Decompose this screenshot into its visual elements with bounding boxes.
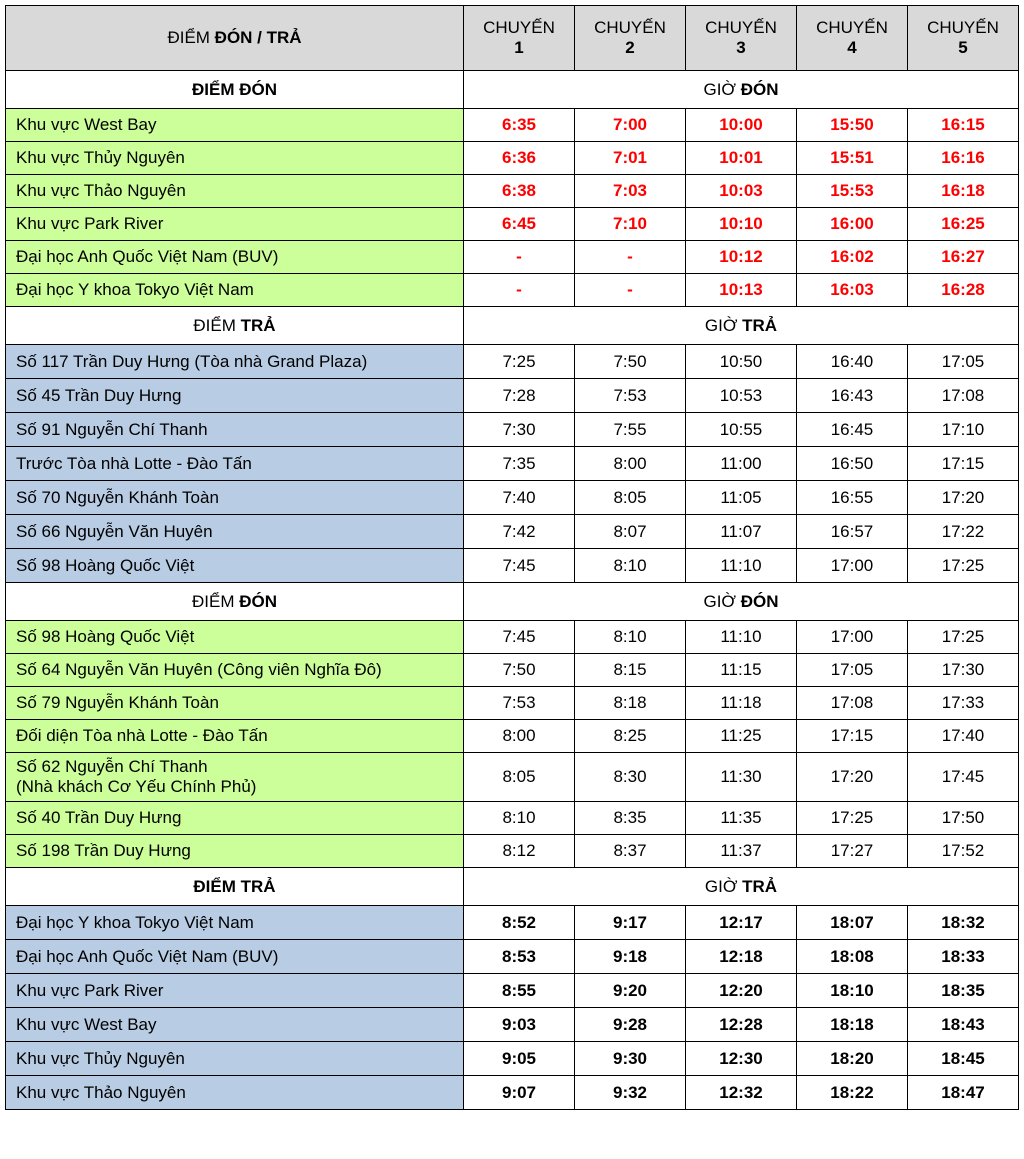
stop-location-line: Số 40 Trần Duy Hưng bbox=[16, 808, 182, 827]
trip-time-cell: 7:45 bbox=[464, 549, 575, 583]
table-row bbox=[6, 515, 1019, 549]
stop-location bbox=[6, 413, 464, 447]
trip-time-cell: 11:10 bbox=[686, 549, 797, 583]
header-trip-5 bbox=[908, 6, 1019, 71]
stop-location bbox=[6, 835, 464, 868]
stop-location bbox=[6, 109, 464, 142]
trip-number: 2 bbox=[625, 38, 635, 57]
trip-time-cell: 16:25 bbox=[908, 208, 1019, 241]
trip-time-cell: 8:18 bbox=[575, 687, 686, 720]
trip-time-cell: 10:50 bbox=[686, 345, 797, 379]
stop-location-line: Khu vực Thảo Nguyên bbox=[16, 1082, 186, 1102]
trip-time-cell: 6:35 bbox=[464, 109, 575, 142]
stop-location-line: Khu vực West Bay bbox=[16, 1014, 157, 1034]
table-row bbox=[6, 142, 1019, 175]
trip-label: CHUYẾN bbox=[705, 18, 777, 37]
trip-time-cell: 16:40 bbox=[797, 345, 908, 379]
section-header-row bbox=[6, 583, 1019, 621]
table-row bbox=[6, 802, 1019, 835]
section-header-row bbox=[6, 71, 1019, 109]
table-row bbox=[6, 1076, 1019, 1110]
trip-time-cell: 17:00 bbox=[797, 549, 908, 583]
section-header-row bbox=[6, 868, 1019, 906]
stop-location-line: Số 66 Nguyễn Văn Huyên bbox=[16, 521, 213, 541]
trip-time-cell: 16:55 bbox=[797, 481, 908, 515]
trip-time-cell: 10:00 bbox=[686, 109, 797, 142]
section-point-heading-bold: ĐIỂM ĐÓN bbox=[192, 79, 277, 99]
trip-time-cell: 16:15 bbox=[908, 109, 1019, 142]
table-row bbox=[6, 109, 1019, 142]
trip-time-cell: 11:35 bbox=[686, 802, 797, 835]
trip-label: CHUYẾN bbox=[927, 18, 999, 37]
stop-location-line: (Nhà khách Cơ Yếu Chính Phủ) bbox=[16, 777, 257, 796]
section-time-heading-pre: GIỜ bbox=[704, 315, 743, 335]
trip-time-cell: 6:45 bbox=[464, 208, 575, 241]
trip-time-cell: 18:08 bbox=[797, 940, 908, 974]
trip-time-cell: 9:30 bbox=[575, 1042, 686, 1076]
stop-location bbox=[6, 175, 464, 208]
trip-number: 3 bbox=[736, 38, 746, 57]
trip-time-cell: 8:10 bbox=[575, 621, 686, 654]
trip-time-cell: 17:50 bbox=[908, 802, 1019, 835]
trip-time-cell: 11:37 bbox=[686, 835, 797, 868]
trip-time-cell: 17:52 bbox=[908, 835, 1019, 868]
stop-location bbox=[6, 720, 464, 753]
section-time-heading-bold: TRẢ bbox=[742, 315, 778, 335]
trip-time-cell: 8:30 bbox=[575, 753, 686, 802]
stop-location bbox=[6, 208, 464, 241]
section-point-heading bbox=[6, 583, 464, 621]
table-row bbox=[6, 835, 1019, 868]
section-point-heading-bold: ĐIỂM TRẢ bbox=[193, 876, 276, 896]
stop-location-line: Đại học Anh Quốc Việt Nam (BUV) bbox=[16, 946, 279, 966]
trip-time-cell: 18:10 bbox=[797, 974, 908, 1008]
trip-time-cell: 7:50 bbox=[464, 654, 575, 687]
section-time-heading-bold: ĐÓN bbox=[740, 591, 779, 611]
trip-time-cell: 7:53 bbox=[575, 379, 686, 413]
section-time-heading bbox=[464, 583, 1019, 621]
stop-location bbox=[6, 940, 464, 974]
trip-time-cell: 8:25 bbox=[575, 720, 686, 753]
table-row bbox=[6, 208, 1019, 241]
table-row bbox=[6, 549, 1019, 583]
trip-time-cell: 10:55 bbox=[686, 413, 797, 447]
trip-time-cell: 15:51 bbox=[797, 142, 908, 175]
trip-time-cell: 7:30 bbox=[464, 413, 575, 447]
trip-time-cell: 11:30 bbox=[686, 753, 797, 802]
trip-time-cell: 9:17 bbox=[575, 906, 686, 940]
trip-time-cell: - bbox=[575, 241, 686, 274]
trip-time-cell: - bbox=[464, 274, 575, 307]
trip-time-cell: 9:05 bbox=[464, 1042, 575, 1076]
trip-time-cell: 8:55 bbox=[464, 974, 575, 1008]
trip-time-cell: 16:03 bbox=[797, 274, 908, 307]
trip-time-cell: 17:25 bbox=[908, 621, 1019, 654]
table-row bbox=[6, 175, 1019, 208]
section-point-heading-bold: TRẢ bbox=[240, 315, 276, 335]
trip-time-cell: 15:53 bbox=[797, 175, 908, 208]
trip-time-cell: 9:20 bbox=[575, 974, 686, 1008]
stop-location-line: Số 79 Nguyễn Khánh Toàn bbox=[16, 693, 219, 712]
table-header-row bbox=[6, 6, 1019, 71]
stop-location-line: Khu vực Park River bbox=[16, 980, 164, 1000]
trip-time-cell: 7:40 bbox=[464, 481, 575, 515]
table-row bbox=[6, 274, 1019, 307]
section-time-heading-pre: GIỜ bbox=[703, 591, 741, 611]
trip-time-cell: 12:20 bbox=[686, 974, 797, 1008]
stop-location bbox=[6, 274, 464, 307]
stop-location bbox=[6, 906, 464, 940]
table-row bbox=[6, 654, 1019, 687]
trip-time-cell: 17:40 bbox=[908, 720, 1019, 753]
trip-time-cell: 16:18 bbox=[908, 175, 1019, 208]
section-time-heading-bold: TRẢ bbox=[742, 876, 778, 896]
stop-location bbox=[6, 1042, 464, 1076]
stop-location-line: Số 117 Trần Duy Hưng (Tòa nhà Grand Plaza) bbox=[16, 351, 368, 371]
trip-time-cell: 9:28 bbox=[575, 1008, 686, 1042]
trip-time-cell: 17:45 bbox=[908, 753, 1019, 802]
stop-location-line: Khu vực Park River bbox=[16, 214, 164, 233]
trip-time-cell: 12:32 bbox=[686, 1076, 797, 1110]
trip-time-cell: 11:18 bbox=[686, 687, 797, 720]
header-trip-1 bbox=[464, 6, 575, 71]
trip-time-cell: 18:45 bbox=[908, 1042, 1019, 1076]
trip-time-cell: 18:35 bbox=[908, 974, 1019, 1008]
trip-time-cell: 8:05 bbox=[464, 753, 575, 802]
trip-time-cell: 10:12 bbox=[686, 241, 797, 274]
trip-time-cell: 7:42 bbox=[464, 515, 575, 549]
table-row bbox=[6, 687, 1019, 720]
trip-time-cell: 6:38 bbox=[464, 175, 575, 208]
stop-location bbox=[6, 621, 464, 654]
stop-location bbox=[6, 549, 464, 583]
table-row bbox=[6, 621, 1019, 654]
stop-location-line: Số 98 Hoàng Quốc Việt bbox=[16, 627, 195, 646]
table-row bbox=[6, 413, 1019, 447]
trip-time-cell: 16:45 bbox=[797, 413, 908, 447]
table-row bbox=[6, 1042, 1019, 1076]
stop-location bbox=[6, 241, 464, 274]
trip-time-cell: 10:01 bbox=[686, 142, 797, 175]
table-row bbox=[6, 345, 1019, 379]
table-row bbox=[6, 1008, 1019, 1042]
trip-time-cell: 17:20 bbox=[797, 753, 908, 802]
trip-time-cell: 7:45 bbox=[464, 621, 575, 654]
stop-location-line: Số 98 Hoàng Quốc Việt bbox=[16, 555, 195, 575]
section-time-heading-bold: ĐÓN bbox=[740, 79, 779, 99]
section-time-heading bbox=[464, 71, 1019, 109]
trip-time-cell: 17:25 bbox=[797, 802, 908, 835]
trip-time-cell: 9:18 bbox=[575, 940, 686, 974]
trip-time-cell: 16:57 bbox=[797, 515, 908, 549]
trip-time-cell: 16:28 bbox=[908, 274, 1019, 307]
schedule-document bbox=[5, 5, 1019, 1110]
trip-time-cell: 18:22 bbox=[797, 1076, 908, 1110]
trip-time-cell: 17:25 bbox=[908, 549, 1019, 583]
trip-time-cell: 8:53 bbox=[464, 940, 575, 974]
stop-location bbox=[6, 802, 464, 835]
stop-location-line: Khu vực Thủy Nguyên bbox=[16, 148, 185, 167]
stop-location bbox=[6, 345, 464, 379]
trip-time-cell: 16:50 bbox=[797, 447, 908, 481]
section-time-heading bbox=[464, 868, 1019, 906]
trip-time-cell: 15:50 bbox=[797, 109, 908, 142]
section-time-heading-pre: GIỜ bbox=[703, 79, 741, 99]
trip-time-cell: 12:17 bbox=[686, 906, 797, 940]
table-row bbox=[6, 940, 1019, 974]
trip-time-cell: - bbox=[575, 274, 686, 307]
trip-time-cell: 8:10 bbox=[464, 802, 575, 835]
trip-time-cell: 16:27 bbox=[908, 241, 1019, 274]
trip-label: CHUYẾN bbox=[594, 18, 666, 37]
trip-time-cell: 10:10 bbox=[686, 208, 797, 241]
trip-time-cell: 8:07 bbox=[575, 515, 686, 549]
stop-location-line: Đại học Y khoa Tokyo Việt Nam bbox=[16, 280, 254, 299]
table-row bbox=[6, 720, 1019, 753]
shuttle-schedule-table bbox=[5, 5, 1019, 1110]
trip-time-cell: 17:30 bbox=[908, 654, 1019, 687]
section-point-heading-pre: ĐIỂM bbox=[193, 315, 241, 335]
trip-time-cell: 7:35 bbox=[464, 447, 575, 481]
section-point-heading bbox=[6, 868, 464, 906]
stop-location bbox=[6, 515, 464, 549]
trip-time-cell: 12:18 bbox=[686, 940, 797, 974]
trip-time-cell: 18:18 bbox=[797, 1008, 908, 1042]
trip-time-cell: 18:43 bbox=[908, 1008, 1019, 1042]
stop-location bbox=[6, 1076, 464, 1110]
table-row bbox=[6, 379, 1019, 413]
trip-time-cell: 8:37 bbox=[575, 835, 686, 868]
trip-time-cell: 7:00 bbox=[575, 109, 686, 142]
trip-time-cell: 10:03 bbox=[686, 175, 797, 208]
trip-time-cell: 7:01 bbox=[575, 142, 686, 175]
trip-time-cell: 17:22 bbox=[908, 515, 1019, 549]
trip-time-cell: 17:00 bbox=[797, 621, 908, 654]
stop-location-line: Số 70 Nguyễn Khánh Toàn bbox=[16, 487, 219, 507]
trip-time-cell: 6:36 bbox=[464, 142, 575, 175]
stop-location bbox=[6, 447, 464, 481]
trip-label: CHUYẾN bbox=[816, 18, 888, 37]
trip-time-cell: 12:30 bbox=[686, 1042, 797, 1076]
header-point-cell bbox=[6, 6, 464, 71]
stop-location-line: Số 45 Trần Duy Hưng bbox=[16, 385, 182, 405]
trip-time-cell: 7:03 bbox=[575, 175, 686, 208]
trip-number: 4 bbox=[847, 38, 857, 57]
trip-label: CHUYẾN bbox=[483, 18, 555, 37]
trip-time-cell: 7:53 bbox=[464, 687, 575, 720]
trip-time-cell: 8:05 bbox=[575, 481, 686, 515]
header-trip-2 bbox=[575, 6, 686, 71]
header-trip-3 bbox=[686, 6, 797, 71]
trip-number: 1 bbox=[514, 38, 524, 57]
schedule-table-body bbox=[6, 6, 1019, 1110]
trip-time-cell: 10:53 bbox=[686, 379, 797, 413]
stop-location-line: Đại học Y khoa Tokyo Việt Nam bbox=[16, 912, 254, 932]
trip-time-cell: 17:05 bbox=[797, 654, 908, 687]
trip-time-cell: 18:07 bbox=[797, 906, 908, 940]
trip-time-cell: 17:15 bbox=[797, 720, 908, 753]
section-point-heading-bold: ĐÓN bbox=[239, 591, 277, 611]
trip-time-cell: 17:20 bbox=[908, 481, 1019, 515]
trip-time-cell: 17:08 bbox=[797, 687, 908, 720]
stop-location-line: Khu vực Thảo Nguyên bbox=[16, 181, 186, 200]
trip-time-cell: 7:50 bbox=[575, 345, 686, 379]
trip-time-cell: 12:28 bbox=[686, 1008, 797, 1042]
stop-location bbox=[6, 481, 464, 515]
trip-time-cell: 18:47 bbox=[908, 1076, 1019, 1110]
stop-location-line: Trước Tòa nhà Lotte - Đào Tấn bbox=[16, 453, 252, 473]
stop-location-line: Số 198 Trần Duy Hưng bbox=[16, 841, 191, 860]
stop-location-line: Số 64 Nguyễn Văn Huyên (Công viên Nghĩa Đô) bbox=[16, 660, 382, 679]
stop-location-line: Đại học Anh Quốc Việt Nam (BUV) bbox=[16, 247, 279, 266]
trip-time-cell: 17:08 bbox=[908, 379, 1019, 413]
trip-time-cell: 11:07 bbox=[686, 515, 797, 549]
trip-time-cell: 10:13 bbox=[686, 274, 797, 307]
trip-time-cell: 18:20 bbox=[797, 1042, 908, 1076]
trip-time-cell: 17:33 bbox=[908, 687, 1019, 720]
trip-time-cell: 11:05 bbox=[686, 481, 797, 515]
trip-time-cell: 18:33 bbox=[908, 940, 1019, 974]
trip-number: 5 bbox=[958, 38, 968, 57]
header-trip-4 bbox=[797, 6, 908, 71]
trip-time-cell: 9:03 bbox=[464, 1008, 575, 1042]
table-row bbox=[6, 447, 1019, 481]
stop-location-line: Số 91 Nguyễn Chí Thanh bbox=[16, 419, 208, 439]
header-point-label-pre: ĐIỂM bbox=[167, 28, 215, 47]
stop-location bbox=[6, 687, 464, 720]
trip-time-cell: 9:07 bbox=[464, 1076, 575, 1110]
trip-time-cell: 8:10 bbox=[575, 549, 686, 583]
trip-time-cell: 17:15 bbox=[908, 447, 1019, 481]
trip-time-cell: 11:25 bbox=[686, 720, 797, 753]
stop-location-line: Số 62 Nguyễn Chí Thanh bbox=[16, 757, 208, 776]
stop-location bbox=[6, 1008, 464, 1042]
trip-time-cell: 16:02 bbox=[797, 241, 908, 274]
table-row bbox=[6, 481, 1019, 515]
trip-time-cell: 11:00 bbox=[686, 447, 797, 481]
trip-time-cell: 8:15 bbox=[575, 654, 686, 687]
trip-time-cell: 16:16 bbox=[908, 142, 1019, 175]
header-point-label-bold: ĐÓN / TRẢ bbox=[214, 28, 302, 47]
table-row bbox=[6, 974, 1019, 1008]
trip-time-cell: 18:32 bbox=[908, 906, 1019, 940]
stop-location-line: Khu vực Thủy Nguyên bbox=[16, 1048, 185, 1068]
section-header-row bbox=[6, 307, 1019, 345]
section-point-heading bbox=[6, 71, 464, 109]
trip-time-cell: - bbox=[464, 241, 575, 274]
stop-location bbox=[6, 142, 464, 175]
section-time-heading bbox=[464, 307, 1019, 345]
trip-time-cell: 17:05 bbox=[908, 345, 1019, 379]
trip-time-cell: 17:27 bbox=[797, 835, 908, 868]
trip-time-cell: 9:32 bbox=[575, 1076, 686, 1110]
trip-time-cell: 7:55 bbox=[575, 413, 686, 447]
trip-time-cell: 11:15 bbox=[686, 654, 797, 687]
trip-time-cell: 8:00 bbox=[575, 447, 686, 481]
trip-time-cell: 16:43 bbox=[797, 379, 908, 413]
stop-location bbox=[6, 379, 464, 413]
trip-time-cell: 8:52 bbox=[464, 906, 575, 940]
stop-location-line: Đối diện Tòa nhà Lotte - Đào Tấn bbox=[16, 726, 268, 745]
section-point-heading-pre: ĐIỂM bbox=[191, 591, 240, 611]
trip-time-cell: 16:00 bbox=[797, 208, 908, 241]
trip-time-cell: 8:12 bbox=[464, 835, 575, 868]
trip-time-cell: 7:28 bbox=[464, 379, 575, 413]
trip-time-cell: 8:00 bbox=[464, 720, 575, 753]
trip-time-cell: 17:10 bbox=[908, 413, 1019, 447]
table-row bbox=[6, 753, 1019, 802]
table-row bbox=[6, 241, 1019, 274]
section-point-heading bbox=[6, 307, 464, 345]
trip-time-cell: 7:10 bbox=[575, 208, 686, 241]
trip-time-cell: 8:35 bbox=[575, 802, 686, 835]
stop-location-line: Khu vực West Bay bbox=[16, 115, 157, 134]
table-row bbox=[6, 906, 1019, 940]
trip-time-cell: 11:10 bbox=[686, 621, 797, 654]
stop-location bbox=[6, 654, 464, 687]
section-time-heading-pre: GIỜ bbox=[704, 876, 743, 896]
stop-location bbox=[6, 974, 464, 1008]
stop-location bbox=[6, 753, 464, 802]
trip-time-cell: 7:25 bbox=[464, 345, 575, 379]
